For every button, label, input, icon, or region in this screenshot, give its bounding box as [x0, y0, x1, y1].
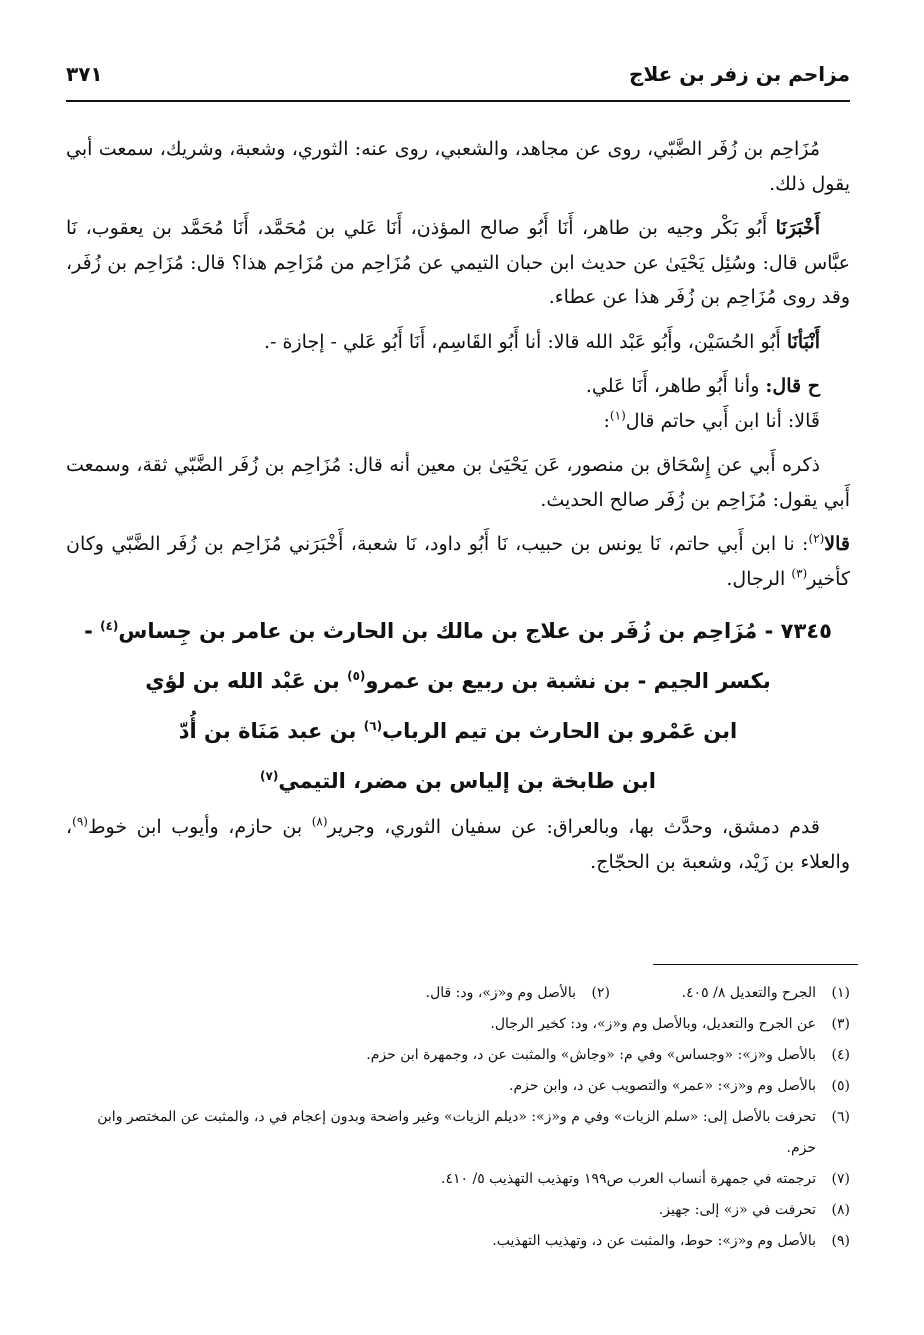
paragraph: [66, 325, 850, 360]
footnote-number: (٣): [831, 1016, 850, 1032]
paragraph: [66, 211, 850, 315]
paragraph-lead: ح قال:: [765, 375, 820, 397]
footnote-text: بالأصل وم و«ز»، ود: قال.: [425, 985, 576, 1001]
paragraph-text: مُزَاحِم بن زُفَر الضَّبّي، روى عن مجاهد، والشعبي، روى عنه: الثوري، وشعبة، وشريك، سمعت أبي يقول ذلك.: [66, 138, 850, 195]
entry-text: -: [84, 619, 101, 643]
footnote: [66, 1195, 850, 1226]
page-header: [66, 56, 850, 102]
paragraph-text: : نا ابن أَبي حاتم، نَا يونس بن حبيب، نَا أَبُو داود، نَا شعبة، أَخْبَرَني مُزَاحِم بن زُفَر الضَّبّي وكان كأخير: [66, 533, 850, 590]
paragraph-text: وأنا أَبُو طاهر، أَنَا عَلي.: [585, 375, 766, 397]
footnote-ref: (٨): [311, 814, 328, 829]
footnote-number: (٧): [831, 1171, 850, 1187]
footnote-text: الجرح والتعديل ٨/ ٤٠٥.: [681, 985, 816, 1001]
paragraph: [66, 448, 850, 517]
footnote-ref: (٧): [260, 769, 279, 783]
footnote: [66, 1040, 850, 1071]
footnote: [66, 1164, 850, 1195]
footnote-ref: (٤): [100, 619, 119, 633]
footnote-number: (٢): [591, 985, 610, 1001]
entry-heading-line: [66, 756, 850, 806]
footnote: [426, 978, 610, 1009]
paragraph-text: أَبُو الحُسَيْن، وأَبُو عَبْد الله قالا: أنا أَبُو القَاسِم، أَنَا أَبُو عَلي - إجازة -.: [264, 330, 787, 353]
footnote-text: تحرفت بالأصل إلى: «سلم الزيات» وفي م و«ز»: «ديلم الزيات» وغير واضحة وبدون إعجام في د، والمثبت عن المختصر وابن حزم.: [97, 1109, 816, 1156]
entry-heading-line: [66, 656, 850, 706]
footnote: [66, 1102, 850, 1164]
footnote-row: [66, 978, 850, 1009]
footnote: [610, 978, 850, 1009]
paragraph-text: ، والعلاء بن زَيْد، وشعبة بن الحجّاج.: [66, 816, 850, 873]
footnote-ref: (٣): [791, 566, 808, 581]
paragraph-text: قدم دمشق، وحدَّث بها، وبالعراق: عن سفيان الثوري، وجرير: [327, 816, 820, 838]
footnote: [66, 1071, 850, 1102]
footnote-text: ترجمته في جمهرة أنساب العرب ص١٩٩ وتهذيب التهذيب ٥/ ٤١٠.: [441, 1171, 816, 1187]
entry-text: بكسر الجيم - بن نشبة بن ربيع بن عمرو: [365, 669, 771, 693]
paragraph-lead: قالا: [824, 533, 850, 555]
running-title: مزاحم بن زفر بن علاج: [629, 62, 850, 86]
footnote-ref: (٦): [363, 719, 383, 733]
footnote-ref: (٥): [347, 669, 366, 683]
paragraph-text: بن حازم، وأيوب ابن خوط: [87, 816, 312, 838]
footnote-number: (١): [831, 985, 850, 1001]
footnotes: [66, 978, 850, 1257]
footnote-number: (٩): [831, 1233, 850, 1249]
paragraph: [66, 810, 850, 879]
footnote-text: بالأصل و«ز»: «وجساس» وفي م: «وجاش» والمثبت عن د، وجمهرة ابن حزم.: [366, 1047, 816, 1063]
entry-text: ٧٣٤٥ - مُزَاحِم بن زُفَر بن علاج بن مالك بن الحارث بن عامر بن جِساس: [118, 619, 832, 643]
paragraph-text: :: [603, 409, 610, 432]
paragraph-text: الرجال.: [726, 567, 792, 590]
main-text: [66, 132, 850, 889]
entry-heading-line: [66, 706, 850, 756]
footnote: [66, 1226, 850, 1257]
footnote-text: عن الجرح والتعديل، وبالأصل وم و«ز»، ود: كخير الرجال.: [490, 1016, 816, 1032]
entry-text: ابن طابخة بن إلياس بن مضر، التيمي: [278, 769, 656, 793]
entry-text: بن عَبْد الله بن لؤي: [145, 669, 348, 693]
entry-heading: [66, 606, 850, 806]
paragraph: [66, 369, 850, 404]
footnote-text: بالأصل وم و«ز»: حوط، والمثبت عن د، وتهذيب التهذيب.: [492, 1233, 816, 1249]
footnote-ref: (٩): [72, 814, 88, 829]
footnote-ref: (١): [609, 408, 626, 423]
page-number: ٣٧١: [66, 62, 103, 86]
paragraph-text: أَبُو بَكْر وجيه بن طاهر، أَنَا أَبُو صالح المؤذن، أَنَا عَلي بن مُحَمَّد، أَنَا مُحَمَّد بن يعقوب، نَا عبَّاس قال: وسُئِل يَحْيَىٰ عن حديث ابن حبان التيمي عن مُزَاحِم من مُزَاحِم هذا؟ قال: مُزَاحِم بن زُفَر، وقد روى مُزَاحِم بن زُفَر هذا عن عطاء.: [66, 217, 850, 308]
paragraph: [66, 527, 850, 596]
entry-text: بن عبد مَنَاة بن أُدّ: [178, 719, 364, 743]
paragraph-lead: أَخْبَرَنَا: [775, 217, 820, 239]
paragraph: [66, 132, 850, 201]
footnote-divider: [653, 964, 858, 965]
footnote-text: بالأصل وم و«ز»: «عمر» والتصويب عن د، وابن حزم.: [509, 1078, 816, 1094]
entry-text: ابن عَمْرو بن الحارث بن تيم الرباب: [382, 719, 738, 743]
footnote: [66, 1009, 850, 1040]
paragraph-text: ذكره أَبي عن إِسْحَاق بن منصور، عَن يَحْيَىٰ بن معين أنه قال: مُزَاحِم بن زُفَر الضَّبّي ثقة، وسمعت أَبي يقول: مُزَاحِم بن زُفَر صالح الحديث.: [66, 454, 850, 511]
paragraph-text: قَالا: أنا ابن أَبي حاتم قال: [625, 409, 820, 432]
footnote-number: (٦): [831, 1109, 850, 1125]
footnote-ref: (٢): [808, 531, 825, 546]
footnote-text: تحرفت في «ز» إلى: جهيز.: [658, 1202, 816, 1218]
footnote-number: (٤): [831, 1047, 850, 1063]
entry-heading-line: [66, 606, 850, 656]
paragraph: [66, 404, 850, 439]
footnote-number: (٨): [831, 1202, 850, 1218]
footnote-number: (٥): [831, 1078, 850, 1094]
paragraph-lead: أَنْبَأنَا: [786, 330, 820, 353]
